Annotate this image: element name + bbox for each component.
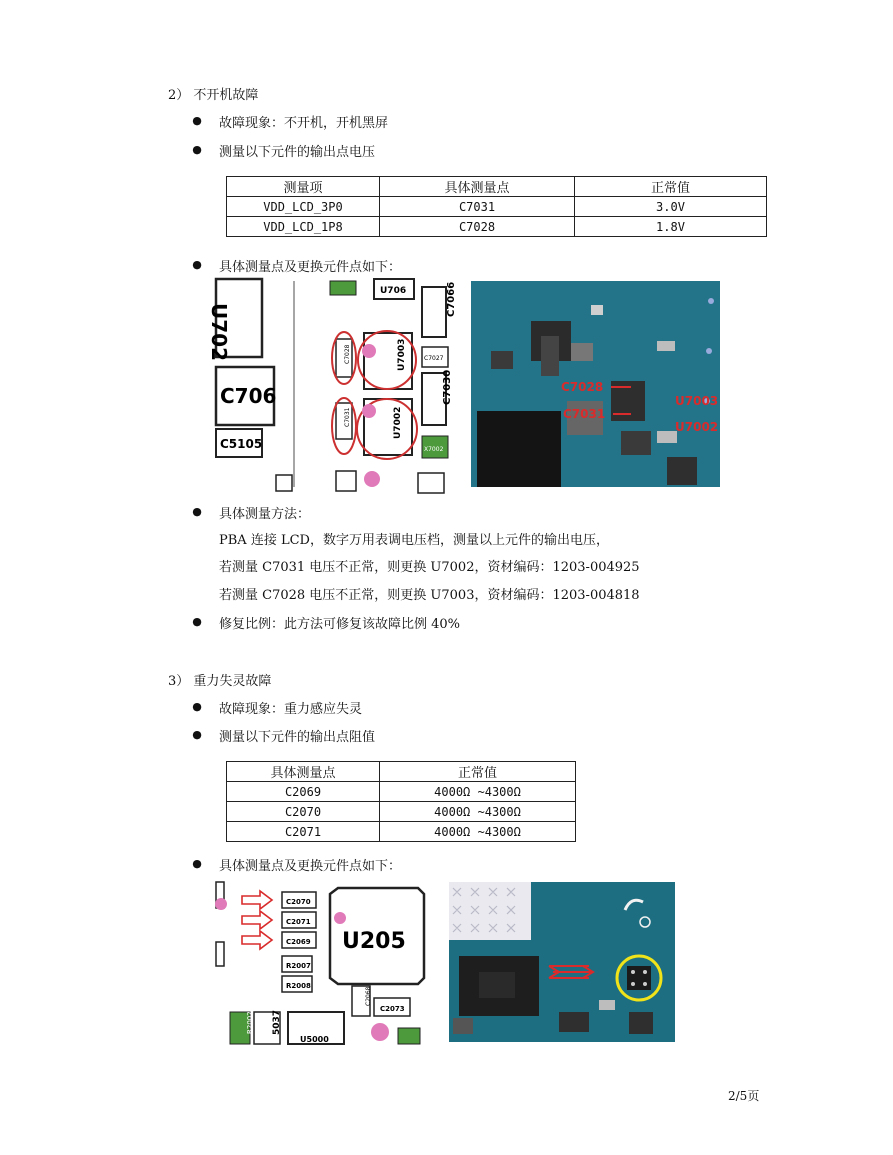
pcb-photo-gsensor [449,882,675,1042]
c5105-label: C5105 [220,437,263,451]
u7003-label: U7003 [397,338,407,371]
section3-points-intro: 具体测量点及更换元件点如下： [219,859,402,874]
c7066-label: C7066 [446,281,457,317]
c7031-label: C7031 [344,407,351,427]
table-cell: VDD_LCD_1P8 [227,217,380,237]
r2008-label: R2008 [286,982,311,990]
bullet-icon: ● [192,615,202,628]
method-line: PBA 连接 LCD，数字万用表调电压档，测量以上元件的输出电压， [219,533,609,548]
table-header-row [227,177,767,197]
table-header: 具体测量点 [380,177,575,197]
table-row [227,197,767,217]
pcb-layout-diagram-gsensor [218,882,419,1042]
c2073-label: C2073 [380,1005,405,1013]
c7031-photo-label: C7031 [563,407,606,421]
section2-symptom: 故障现象：不开机，开机黑屏 [219,116,389,131]
table-header: 正常值 [575,177,767,197]
c7028-photo-label: C7028 [561,380,604,394]
table-row [227,782,576,802]
u205-label: U205 [342,929,406,954]
table-row [227,822,576,842]
table-cell: C2071 [227,822,380,842]
table-cell: 4000Ω ~4300Ω [380,822,576,842]
resistance-table [226,761,576,842]
c2068-label: C2068 [365,986,372,1006]
x7002-label: X7002 [424,446,444,453]
table-row [227,802,576,822]
pcb-layout-diagram-lcd [207,281,457,487]
table-cell: VDD_LCD_3P0 [227,197,380,217]
section3-heading: 3） 重力失灵故障 [168,674,272,689]
u7002-partial-label: U702 [207,303,231,361]
table-cell: 4000Ω ~4300Ω [380,802,576,822]
bullet-icon: ● [192,258,202,271]
table-cell: C7028 [380,217,575,237]
u7002-label: U7002 [393,406,403,439]
c7028-label: C7028 [344,344,351,364]
section2-method-title: 具体测量方法： [219,507,311,522]
table-row [227,217,767,237]
bullet-icon: ● [192,143,202,156]
c5037-label: 5037 [272,1009,282,1035]
table-header: 具体测量点 [227,762,380,782]
pcb-photo-lcd [471,281,720,487]
table-cell: 4000Ω ~4300Ω [380,782,576,802]
table-cell: C2070 [227,802,380,822]
table-cell: 1.8V [575,217,767,237]
c2069-label: C2069 [286,938,311,946]
c706-label: C706 [220,384,277,408]
section2-heading: 2） 不开机故障 [168,88,259,103]
u706-label: U706 [380,286,407,296]
method-line: 若测量 C7031 电压不正常，则更换 U7002，资材编码：1203-004925 [219,560,640,575]
section3-symptom: 故障现象：重力感应失灵 [219,702,363,717]
bullet-icon: ● [192,700,202,713]
table-header: 测量项 [227,177,380,197]
section3-measure-intro: 测量以下元件的输出点阻值 [219,730,376,745]
c7030-label: C7030 [442,369,453,405]
section2-repair-ratio: 修复比例：此方法可修复该故障比例 40% [219,617,461,632]
table-cell: C2069 [227,782,380,802]
r2007-label: R2007 [286,962,311,970]
table-cell: C7031 [380,197,575,217]
table-cell: 3.0V [575,197,767,217]
bullet-icon: ● [192,114,202,127]
table-header: 正常值 [380,762,576,782]
u7002-photo-label: U7002 [675,420,719,434]
bullet-icon: ● [192,505,202,518]
bullet-icon: ● [192,857,202,870]
r2002-label: R2002 [246,1011,254,1034]
c2071-label: C2071 [286,918,311,926]
c2070-label: C2070 [286,898,311,906]
c7027-label: C7027 [424,355,444,362]
method-line: 若测量 C7028 电压不正常，则更换 U7003，资材编码：1203-004818 [219,588,640,603]
bullet-icon: ● [192,728,202,741]
u7003-photo-label: U7003 [675,394,719,408]
section2-points-intro: 具体测量点及更换元件点如下： [219,260,402,275]
voltage-table [226,176,767,237]
page-number: 2/5页 [728,1089,760,1103]
u5000-label: U5000 [300,1035,329,1044]
section2-measure-intro: 测量以下元件的输出点电压 [219,145,376,160]
table-header-row [227,762,576,782]
